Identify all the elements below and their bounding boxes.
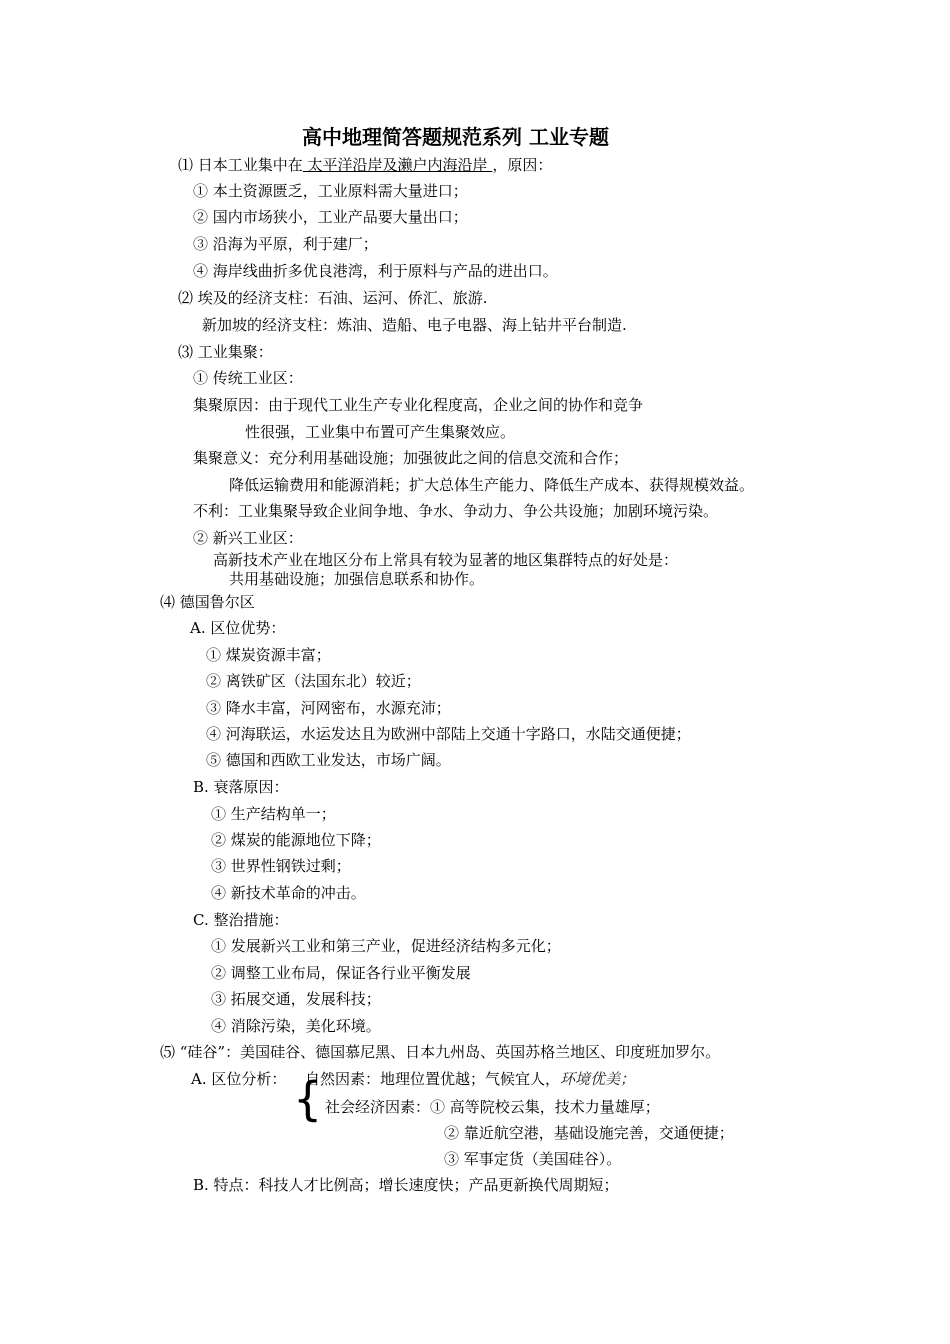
section-3-reason: 集聚原因：由于现代工业生产专业化程度高，企业之间的协作和竞争 <box>193 396 644 414</box>
section-4-a-item: ⑤ 德国和西欧工业发达，市场广阔。 <box>206 751 451 769</box>
section-1-item: ② 国内市场狭小，工业产品要大量出口； <box>193 208 468 226</box>
section-4-c-item: ③ 拓展交通，发展科技； <box>211 990 381 1008</box>
section-4-b-item: ② 煤炭的能源地位下降； <box>211 831 381 849</box>
section-3-reason-cont: 性很强，工业集中布置可产生集聚效应。 <box>245 423 516 441</box>
section-2-singapore: 新加坡的经济支柱：炼油、造船、电子电器、海上钻井平台制造. <box>202 316 627 334</box>
section-5-social-item: ② 靠近航空港，基础设施完善，交通便捷； <box>444 1124 734 1142</box>
section-4-b-item: ① 生产结构单一； <box>211 805 336 823</box>
section-3-traditional: ① 传统工业区： <box>193 369 303 387</box>
section-4-c-item: ④ 消除污染，美化环境。 <box>211 1017 381 1035</box>
section-4-a-item: ③ 降水丰富，河网密布，水源充沛； <box>206 699 451 717</box>
section-4-b-item: ③ 世界性钢铁过剩； <box>211 857 351 875</box>
section-5-natural-text: 自然因素：地理位置优越；气候宜人， <box>305 1070 561 1088</box>
section-5-heading: ⑸ “硅谷”：美国硅谷、德国慕尼黑、日本九州岛、英国苏格兰地区、印度班加罗尔。 <box>160 1043 721 1061</box>
section-5-b-label: B. 特点：科技人才比例高；增长速度快；产品更新换代周期短； <box>193 1176 619 1194</box>
section-3-emerging: ② 新兴工业区： <box>193 529 303 547</box>
section-3-emerging-text: 高新技术产业在地区分布上常具有较为显著的地区集群特点的好处是： <box>213 551 679 569</box>
curly-brace-icon: { <box>293 1072 323 1126</box>
section-5-natural-handwritten: 环境优美； <box>560 1070 636 1088</box>
section-5-social: 社会经济因素：① 高等院校云集，技术力量雄厚； <box>325 1098 660 1116</box>
section-5-social-item: ③ 军事定货（美国硅谷）。 <box>444 1150 622 1168</box>
section-1-item: ④ 海岸线曲折多优良港湾，利于原料与产品的进出口。 <box>193 262 558 280</box>
section-1-location: 太平洋沿岸及濑户内海沿岸 <box>302 156 493 174</box>
section-1-item: ③ 沿海为平原，利于建厂； <box>193 235 378 253</box>
section-4-c-item: ① 发展新兴工业和第三产业，促进经济结构多元化； <box>211 937 561 955</box>
section-1-prefix: ⑴ 日本工业集中在 <box>178 156 303 174</box>
section-4-c-heading: C. 整治措施： <box>193 911 289 929</box>
page-title: 高中地理简答题规范系列 工业专题 <box>302 125 609 149</box>
section-1-item: ① 本土资源匮乏，工业原料需大量进口； <box>193 182 468 200</box>
section-5-natural <box>305 1069 635 1089</box>
section-1-suffix: ，原因： <box>492 156 553 174</box>
section-4-heading: ⑷ 德国鲁尔区 <box>160 593 255 611</box>
section-4-b-item: ④ 新技术革命的冲击。 <box>211 884 366 902</box>
section-4-a-item: ④ 河海联运，水运发达且为欧洲中部陆上交通十字路口，水陆交通便捷； <box>206 725 691 743</box>
section-2-egypt: ⑵ 埃及的经济支柱：石油、运河、侨汇、旅游. <box>178 289 488 307</box>
section-4-a-item: ① 煤炭资源丰富； <box>206 646 331 664</box>
section-3-disadvantage: 不利：工业集聚导致企业间争地、争水、争动力、争公共设施；加剧环境污染。 <box>193 502 719 520</box>
section-3-heading: ⑶ 工业集聚： <box>178 343 273 361</box>
section-4-a-heading: A. 区位优势： <box>190 619 286 637</box>
section-4-a-item: ② 离铁矿区（法国东北）较近； <box>206 672 421 690</box>
section-3-meaning: 集聚意义：充分利用基础设施；加强彼此之间的信息交流和合作； <box>193 449 629 467</box>
section-5-a-label: A. 区位分析： <box>191 1070 287 1088</box>
section-4-b-heading: B. 衰落原因： <box>193 778 289 796</box>
section-1-intro <box>178 155 552 175</box>
section-3-meaning-cont: 降低运输费用和能源消耗；扩大总体生产能力、降低生产成本、获得规模效益。 <box>229 476 755 494</box>
section-4-c-item: ② 调整工业布局，保证各行业平衡发展 <box>211 964 471 982</box>
section-3-emerging-text-cont: 共用基础设施；加强信息联系和协作。 <box>229 570 485 588</box>
